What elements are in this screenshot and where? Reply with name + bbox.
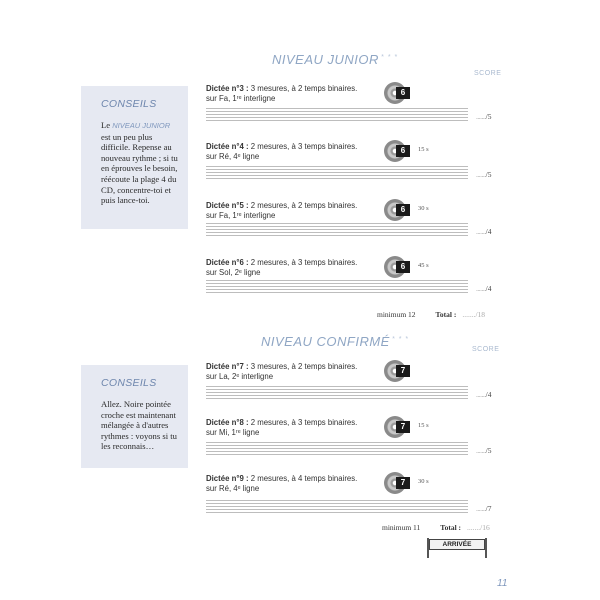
- arrivee-banner-icon: [425, 538, 489, 558]
- stars-decoration: * * *: [391, 335, 409, 343]
- cd-track-icon[interactable]: [384, 360, 406, 382]
- dictee-note: sur Fa, 1ʳᵉ interligne: [206, 94, 276, 103]
- dictee-timing: 15 s: [418, 422, 429, 429]
- dictee-label: Dictée n°6 :: [206, 258, 249, 267]
- cd-track-number: 6: [396, 87, 410, 99]
- cd-track-number: 7: [396, 477, 410, 489]
- cd-track-number: 7: [396, 421, 410, 433]
- dictee-label: Dictée n°7 :: [206, 362, 249, 371]
- total-label: Total :: [440, 523, 462, 532]
- dictee-score: ......./5: [476, 112, 492, 121]
- total-value: /16: [480, 523, 490, 532]
- total-row-confirme: minimum 11 Total : ......./16: [382, 523, 490, 532]
- cd-track-number: 6: [396, 145, 410, 157]
- cd-track-icon[interactable]: [384, 416, 406, 438]
- section-title-confirme-text: NIVEAU CONFIRMÉ: [261, 334, 390, 349]
- stars-decoration: * * *: [380, 53, 398, 61]
- dictee-score: ......./5: [476, 446, 492, 455]
- dictee-desc: 3 mesures, à 2 temps binaires.: [248, 362, 358, 371]
- dictee-label: Dictée n°8 :: [206, 418, 249, 427]
- score-label-junior: SCORE: [474, 70, 502, 77]
- dictee-timing: 45 s: [418, 262, 429, 269]
- conseils-title: CONSEILS: [101, 377, 157, 389]
- dictee-score-value: /4: [485, 284, 492, 293]
- staff-lines: [206, 166, 468, 181]
- dictee-score-value: /5: [485, 446, 492, 455]
- cd-track-number: 6: [396, 204, 410, 216]
- arrivee-banner-text: ARRIVÉE: [429, 539, 485, 550]
- dictee-note: sur La, 2ᵉ interligne: [206, 372, 274, 381]
- dictee-7: [206, 362, 498, 399]
- dictee-score-value: /4: [485, 390, 492, 399]
- staff-lines: [206, 280, 468, 295]
- dictee-timing: 30 s: [418, 205, 429, 212]
- dictee-desc: 2 mesures, à 3 temps binaires.: [248, 258, 358, 267]
- dictee-score-value: /5: [485, 112, 492, 121]
- dictee-label: Dictée n°4 :: [206, 142, 249, 151]
- dictee-score: ......./4: [476, 227, 492, 236]
- staff-lines: [206, 386, 468, 401]
- staff-lines: [206, 108, 468, 123]
- cd-track-number: 7: [396, 365, 410, 377]
- dictee-score-value: /5: [485, 170, 492, 179]
- dictee-label: Dictée n°3 :: [206, 84, 249, 93]
- dictee-score: ......./5: [476, 170, 492, 179]
- page-number: 11: [497, 578, 508, 589]
- cd-track-icon[interactable]: [384, 82, 406, 104]
- staff-lines: [206, 223, 468, 238]
- dictee-note: sur Sol, 2ᵉ ligne: [206, 268, 261, 277]
- staff-lines: [206, 500, 468, 515]
- dictee-desc: 2 mesures, à 3 temps binaires.: [248, 418, 358, 427]
- dictee-note: sur Ré, 4ᵉ ligne: [206, 484, 260, 493]
- dictee-score-value: /4: [485, 227, 492, 236]
- conseils-box-confirme: [81, 365, 188, 468]
- cd-track-icon[interactable]: [384, 199, 406, 221]
- conseils-text: [101, 120, 178, 206]
- dictee-4: [206, 142, 498, 179]
- conseils-text-part: est un peu plus difficile. Repense au nouveau rythme ; si tu en éprouves le besoin, réécoute la plage 4 du CD, concentre-toi et puis lance-toi.: [101, 131, 178, 206]
- cd-track-icon[interactable]: [384, 140, 406, 162]
- conseils-text: Allez. Noire pointée croche est maintenant mélangée à d'autres rythmes : voyons si tu les reconnais…: [101, 399, 177, 452]
- dictee-8: [206, 418, 498, 455]
- total-label: Total :: [435, 310, 457, 319]
- conseils-text-part: Le: [101, 120, 113, 130]
- dictee-score: ......./4: [476, 390, 492, 399]
- cd-track-icon[interactable]: [384, 472, 406, 494]
- total-value: /18: [475, 310, 486, 319]
- dictee-note: sur Mi, 1ʳᵉ ligne: [206, 428, 260, 437]
- conseils-title: CONSEILS: [101, 98, 157, 110]
- cd-track-number: 6: [396, 261, 410, 273]
- conseils-highlight: NIVEAU JUNIOR: [112, 121, 171, 130]
- dictee-desc: 2 mesures, à 2 temps binaires.: [248, 201, 358, 210]
- cd-track-icon[interactable]: [384, 256, 406, 278]
- dictee-score: ......./7: [476, 504, 492, 513]
- dictee-score: ......./4: [476, 284, 492, 293]
- dictee-9: [206, 474, 498, 513]
- section-title-junior: [272, 52, 398, 67]
- total-row-junior: minimum 12 Total : ......./18: [377, 310, 486, 319]
- dictee-desc: 3 mesures, à 2 temps binaires.: [248, 84, 358, 93]
- section-title-junior-text: NIVEAU JUNIOR: [272, 52, 379, 67]
- dictee-desc: 2 mesures, à 3 temps binaires.: [248, 142, 358, 151]
- staff-lines: [206, 442, 468, 457]
- dictee-5: [206, 201, 498, 236]
- dictee-note: sur Fa, 1ʳᵉ interligne: [206, 211, 276, 220]
- dictee-label: Dictée n°9 :: [206, 474, 249, 483]
- dictee-6: [206, 258, 498, 293]
- minimum-label: minimum 11: [382, 523, 421, 532]
- minimum-label: minimum 12: [377, 310, 416, 319]
- dictee-label: Dictée n°5 :: [206, 201, 249, 210]
- dictee-timing: 15 s: [418, 146, 429, 153]
- dictee-3: [206, 84, 498, 121]
- conseils-box-junior: [81, 86, 188, 229]
- dictee-timing: 30 s: [418, 478, 429, 485]
- score-label-confirme: SCORE: [472, 346, 500, 353]
- section-title-confirme: [261, 334, 409, 349]
- dictee-desc: 2 mesures, à 4 temps binaires.: [248, 474, 358, 483]
- dictee-score-value: /7: [485, 504, 492, 513]
- dictee-note: sur Ré, 4ᵉ ligne: [206, 152, 260, 161]
